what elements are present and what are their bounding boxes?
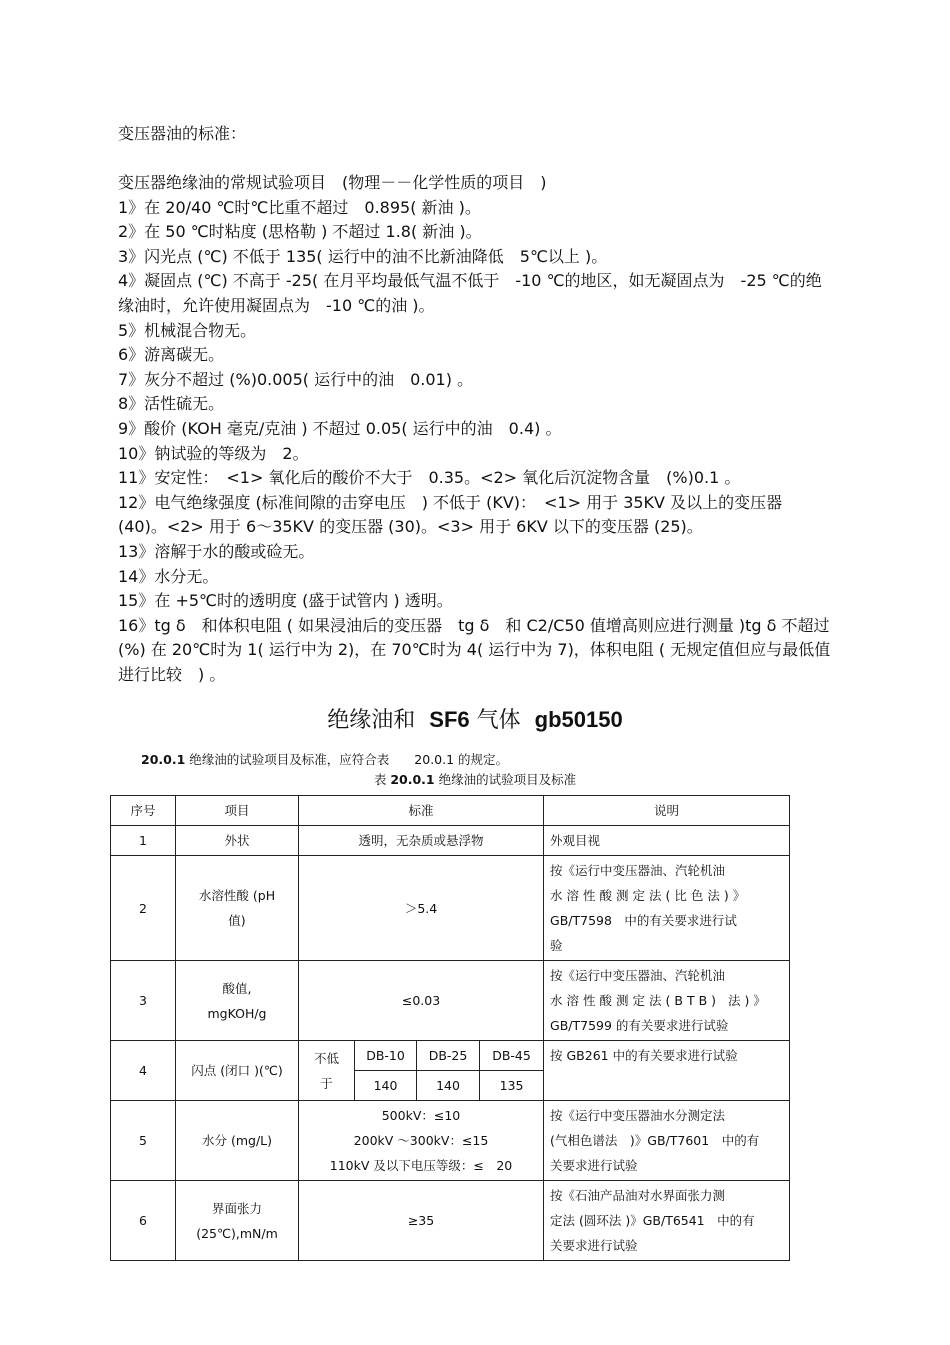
desc-line: (气相色谱法 )》GB/T7601 中的有 xyxy=(550,1133,760,1148)
item-line: 酸值, xyxy=(222,980,252,996)
title-sf6: SF6 xyxy=(429,707,470,732)
grade-value: 135 xyxy=(480,1071,544,1101)
list-item: 5》机械混合物无。 xyxy=(118,320,257,340)
row-desc: 外观目视 xyxy=(544,826,790,856)
row-no: 2 xyxy=(111,856,176,961)
section-title xyxy=(0,705,950,736)
desc-line: 按《运行中变压器油水分测定法 xyxy=(550,1108,726,1123)
desc-line: GB/T7598 中的有关要求进行试 xyxy=(550,913,737,928)
row-no: 6 xyxy=(111,1181,176,1261)
row-no: 5 xyxy=(111,1101,176,1181)
header-cell: 说明 xyxy=(544,796,790,826)
row-item xyxy=(176,961,299,1041)
prefix-line: 不低 xyxy=(313,1050,339,1066)
table-row xyxy=(111,856,790,961)
row-item: 外状 xyxy=(176,826,299,856)
list-item: 2》在 50 ℃时粘度 (思格勒 ) 不超过 1.8( 新油 )。 xyxy=(118,222,482,242)
list-item: 9》酸价 (KOH 毫克/克油 ) 不超过 0.05( 运行中的油 0.4) 。 xyxy=(118,418,562,438)
title-prefix: 绝缘油和 xyxy=(327,708,416,733)
row-standard xyxy=(299,1101,544,1181)
desc-line: 按《运行中变压器油、汽轮机油 xyxy=(550,863,726,878)
row-item xyxy=(176,856,299,961)
item-line: 界面张力 xyxy=(211,1200,262,1216)
standard-line: 110kV 及以下电压等级：≤ 20 xyxy=(329,1158,513,1173)
table-row xyxy=(111,1181,790,1261)
row-standard: ＞5.4 xyxy=(299,856,544,961)
row-standard: ≤0.03 xyxy=(299,961,544,1041)
oil-grade: DB-10 xyxy=(355,1041,417,1071)
row-desc: 按 GB261 中的有关要求进行试验 xyxy=(544,1041,790,1101)
list-item: 14》水分无。 xyxy=(118,566,219,586)
clause-number: 20.0.1 xyxy=(141,752,186,767)
row-no: 4 xyxy=(111,1041,176,1101)
row-item: 水分 (mg/L) xyxy=(176,1101,299,1181)
caption-number: 20.0.1 xyxy=(390,772,435,787)
list-item: 11》安定性： <1> 氧化后的酸价不大于 0.35。<2> 氧化后沉淀物含量 (%)0.1 。 xyxy=(118,468,741,488)
title-code: gb50150 xyxy=(534,707,623,732)
item-line: 值) xyxy=(228,913,246,928)
table-row xyxy=(111,1041,790,1071)
row-desc xyxy=(544,1101,790,1181)
header-cell: 标准 xyxy=(299,796,544,826)
row-desc xyxy=(544,1181,790,1261)
prefix-line: 于 xyxy=(320,1075,333,1091)
list-item: 3》闪光点 (℃) 不低于 135( 运行中的油不比新油降低 5℃以上 )。 xyxy=(118,246,608,266)
row-item xyxy=(176,1181,299,1261)
table-header-row xyxy=(111,796,790,826)
title-mid: 气体 xyxy=(476,708,521,733)
grade-value: 140 xyxy=(417,1071,480,1101)
desc-line: 关要求进行试验 xyxy=(550,1158,638,1173)
header-cell: 序号 xyxy=(111,796,176,826)
item-line: 水溶性酸 (pH xyxy=(198,888,276,903)
row-standard: 透明，无杂质或悬浮物 xyxy=(299,826,544,856)
list-item: 15》在 +5℃时的透明度 (盛于试管内 ) 透明。 xyxy=(118,591,453,611)
desc-line: 关要求进行试验 xyxy=(550,1238,638,1253)
page-heading: 变压器油的标准： xyxy=(118,124,247,143)
clause-text: 绝缘油的试验项目及标准，应符合表 20.0.1 的规定。 xyxy=(189,752,509,767)
desc-line: 验 xyxy=(550,938,563,953)
desc-line: 按《石油产品油对水界面张力测 xyxy=(550,1188,726,1203)
list-item: 7》灰分不超过 (%)0.005( 运行中的油 0.01) 。 xyxy=(118,369,474,389)
row-no: 3 xyxy=(111,961,176,1041)
test-items-list xyxy=(118,196,833,688)
table-row xyxy=(111,961,790,1041)
table-caption xyxy=(0,771,950,789)
oil-grade: DB-25 xyxy=(417,1041,480,1071)
standard-line: 500kV：≤10 xyxy=(381,1108,461,1123)
row-desc xyxy=(544,856,790,961)
desc-line: 水溶性酸测定法(比色法)》 xyxy=(550,888,750,903)
clause-note xyxy=(141,751,508,769)
flash-point-prefix xyxy=(299,1041,355,1101)
row-item: 闪点 (闭口 )(℃) xyxy=(176,1041,299,1101)
desc-line: GB/T7599 的有关要求进行试验 xyxy=(550,1018,729,1033)
grade-value: 140 xyxy=(355,1071,417,1101)
caption-prefix: 表 xyxy=(373,772,387,787)
desc-line: 定法 (圆环法 )》GB/T6541 中的有 xyxy=(550,1213,755,1228)
intro-line: 变压器绝缘油的常规试验项目 (物理－－化学性质的项目 ) xyxy=(118,173,547,192)
list-item: 16》tg δ 和体积电阻 ( 如果浸油后的变压器 tg δ 和 C2/C50 值增高则应进行测量 )tg δ 不超过 (%) 在 20℃时为 1( 运行中为 2)，在 70℃时为 4( 运行中为 7)，体积电阻 ( 无规定值但应与最低值进行比较 ) 。 xyxy=(118,615,831,684)
row-desc xyxy=(544,961,790,1041)
standards-table xyxy=(110,795,790,1261)
desc-line: 水溶性酸测定法(BTB) 法)》 xyxy=(550,993,770,1008)
table-row xyxy=(111,1101,790,1181)
header-cell: 项目 xyxy=(176,796,299,826)
table-row xyxy=(111,826,790,856)
item-line: (25℃),mN/m xyxy=(196,1225,278,1241)
caption-text: 绝缘油的试验项目及标准 xyxy=(438,772,577,787)
row-standard: ≥35 xyxy=(299,1181,544,1261)
desc-line: 按《运行中变压器油、汽轮机油 xyxy=(550,968,726,983)
list-item: 12》电气绝缘强度 (标准间隙的击穿电压 ) 不低于 (KV)： <1> 用于 35KV 及以上的变压器 (40)。<2> 用于 6～35KV 的变压器 (30)。<3> 用于 6KV 以下的变压器 (25)。 xyxy=(118,492,783,537)
item-line: mgKOH/g xyxy=(207,1005,267,1021)
list-item: 10》钠试验的等级为 2。 xyxy=(118,443,309,463)
list-item: 6》游离碳无。 xyxy=(118,345,225,365)
list-item: 13》溶解于水的酸或硷无。 xyxy=(118,541,315,561)
list-item: 1》在 20/40 ℃时℃比重不超过 0.895( 新油 )。 xyxy=(118,197,481,217)
list-item: 8》活性硫无。 xyxy=(118,394,225,414)
list-item: 4》凝固点 (℃) 不高于 -25( 在月平均最低气温不低于 -10 ℃的地区，如无凝固点为 -25 ℃的绝缘油时，允许使用凝固点为 -10 ℃的油 )。 xyxy=(118,271,822,315)
standard-line: 200kV ～300kV：≤15 xyxy=(353,1133,489,1148)
oil-grade: DB-45 xyxy=(480,1041,544,1071)
intro-block xyxy=(118,171,833,687)
row-no: 1 xyxy=(111,826,176,856)
